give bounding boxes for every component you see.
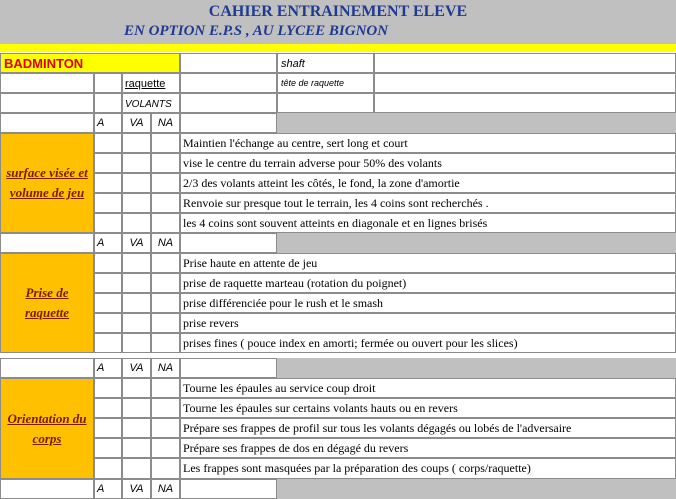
check-na[interactable] (151, 333, 180, 353)
check-a[interactable] (94, 253, 122, 273)
criterion-text: Prépare ses frappes de dos en dégagé du revers (180, 438, 676, 458)
col-header-a: A (94, 479, 122, 499)
info-cell (0, 93, 94, 113)
check-na[interactable] (151, 313, 180, 333)
col-header-va: VA (122, 113, 151, 133)
category-orientation-corps: Orientation du corps (0, 378, 94, 479)
header-cell (0, 358, 94, 378)
criterion-text: Renvoie sur presque tout le terrain, les 4 coins sont recherchés . (180, 193, 676, 213)
check-va[interactable] (122, 193, 151, 213)
check-a[interactable] (94, 173, 122, 193)
check-va[interactable] (122, 313, 151, 333)
criterion-text: 2/3 des volants atteint les côtés, le fond, la zone d'amortie (180, 173, 676, 193)
check-va[interactable] (122, 133, 151, 153)
check-a[interactable] (94, 193, 122, 213)
criterion-text: prise revers (180, 313, 676, 333)
gray-band (277, 358, 676, 378)
check-va[interactable] (122, 378, 151, 398)
tete-input[interactable] (374, 73, 676, 93)
header-cell (0, 479, 94, 499)
check-va[interactable] (122, 418, 151, 438)
criterion-text: Tourne les épaules sur certains volants hauts ou en revers (180, 398, 676, 418)
col-header-na: NA (151, 113, 180, 133)
col-header-a: A (94, 113, 122, 133)
check-va[interactable] (122, 153, 151, 173)
raquette-label: raquette (125, 78, 166, 90)
header-cell (0, 113, 94, 133)
raquette-input[interactable] (180, 73, 277, 93)
bottom-header-row (0, 479, 676, 499)
check-na[interactable] (151, 173, 180, 193)
gray-band (277, 233, 676, 253)
criterion-text: Les frappes sont masquées par la préparation des coups ( corps/raquette) (180, 458, 676, 479)
header-cell (180, 233, 277, 253)
section-1-header-row (0, 113, 676, 133)
page-title: CAHIER ENTRAINEMENT ELEVE (208, 3, 468, 20)
tete-label: tête de raquette (277, 73, 374, 93)
check-va[interactable] (122, 398, 151, 418)
check-va[interactable] (122, 273, 151, 293)
category-prise-raquette: Prise de raquette (0, 253, 94, 353)
criterion-text: vise le centre du terrain adverse pour 50% des volants (180, 153, 676, 173)
volants-cell (122, 93, 180, 113)
check-na[interactable] (151, 378, 180, 398)
check-na[interactable] (151, 213, 180, 233)
col-header-va: VA (122, 233, 151, 253)
check-a[interactable] (94, 213, 122, 233)
col-header-va: VA (122, 358, 151, 378)
check-a[interactable] (94, 378, 122, 398)
criterion-text: prises fines ( pouce index en amorti; fermée ou ouvert pour les slices) (180, 333, 676, 353)
check-a[interactable] (94, 333, 122, 353)
col-header-a: A (94, 358, 122, 378)
criterion-text: Prépare ses frappes de profil sur tous les volants dégagés ou lobés de l'adversaire (180, 418, 676, 438)
shaft-input[interactable] (374, 53, 676, 73)
shaft-label: shaft (277, 53, 374, 73)
header-cell (180, 358, 277, 378)
volants-input[interactable] (180, 93, 277, 113)
volants-label: VOLANTS (125, 99, 172, 110)
check-va[interactable] (122, 253, 151, 273)
info-cell (374, 93, 676, 113)
check-na[interactable] (151, 273, 180, 293)
gray-band (277, 113, 676, 133)
info-cell (0, 73, 94, 93)
check-a[interactable] (94, 133, 122, 153)
check-va[interactable] (122, 213, 151, 233)
check-na[interactable] (151, 418, 180, 438)
check-a[interactable] (94, 398, 122, 418)
check-va[interactable] (122, 458, 151, 479)
sport-label: BADMINTON (0, 53, 180, 73)
check-na[interactable] (151, 133, 180, 153)
gray-band (277, 479, 676, 499)
col-header-na: NA (151, 233, 180, 253)
section-3-header-row (0, 358, 676, 378)
check-na[interactable] (151, 398, 180, 418)
check-na[interactable] (151, 293, 180, 313)
criterion-text: Prise haute en attente de jeu (180, 253, 676, 273)
header-cell (180, 479, 277, 499)
col-header-na: NA (151, 358, 180, 378)
check-a[interactable] (94, 458, 122, 479)
check-a[interactable] (94, 418, 122, 438)
check-a[interactable] (94, 153, 122, 173)
section-2-header-row (0, 233, 676, 253)
criterion-text: Maintien l'échange au centre, sert long et court (180, 133, 676, 153)
check-na[interactable] (151, 253, 180, 273)
yellow-divider (0, 44, 676, 52)
check-va[interactable] (122, 438, 151, 458)
criterion-text: prise de raquette marteau (rotation du poignet) (180, 273, 676, 293)
check-na[interactable] (151, 193, 180, 213)
check-a[interactable] (94, 273, 122, 293)
col-header-va: VA (122, 479, 151, 499)
check-a[interactable] (94, 313, 122, 333)
info-cell (277, 93, 374, 113)
col-header-a: A (94, 233, 122, 253)
raquette-cell (122, 73, 180, 93)
check-va[interactable] (122, 333, 151, 353)
check-na[interactable] (151, 153, 180, 173)
category-surface-visee: surface visée et volume de jeu (0, 133, 94, 233)
info-cell (94, 73, 122, 93)
criterion-text: prise différenciée pour le rush et le smash (180, 293, 676, 313)
check-a[interactable] (94, 438, 122, 458)
criterion-text: les 4 coins sont souvent atteints en diagonale et en lignes brisés (180, 213, 676, 233)
check-na[interactable] (151, 458, 180, 479)
info-cell (94, 93, 122, 113)
check-na[interactable] (151, 438, 180, 458)
criterion-text: Tourne les épaules au service coup droit (180, 378, 676, 398)
header-cell (0, 233, 94, 253)
check-a[interactable] (94, 293, 122, 313)
check-va[interactable] (122, 293, 151, 313)
page-subtitle: EN OPTION E.P.S , AU LYCEE BIGNON (124, 23, 389, 39)
header-cell (180, 113, 277, 133)
info-empty-cell[interactable] (180, 53, 277, 73)
col-header-na: NA (151, 479, 180, 499)
check-va[interactable] (122, 173, 151, 193)
